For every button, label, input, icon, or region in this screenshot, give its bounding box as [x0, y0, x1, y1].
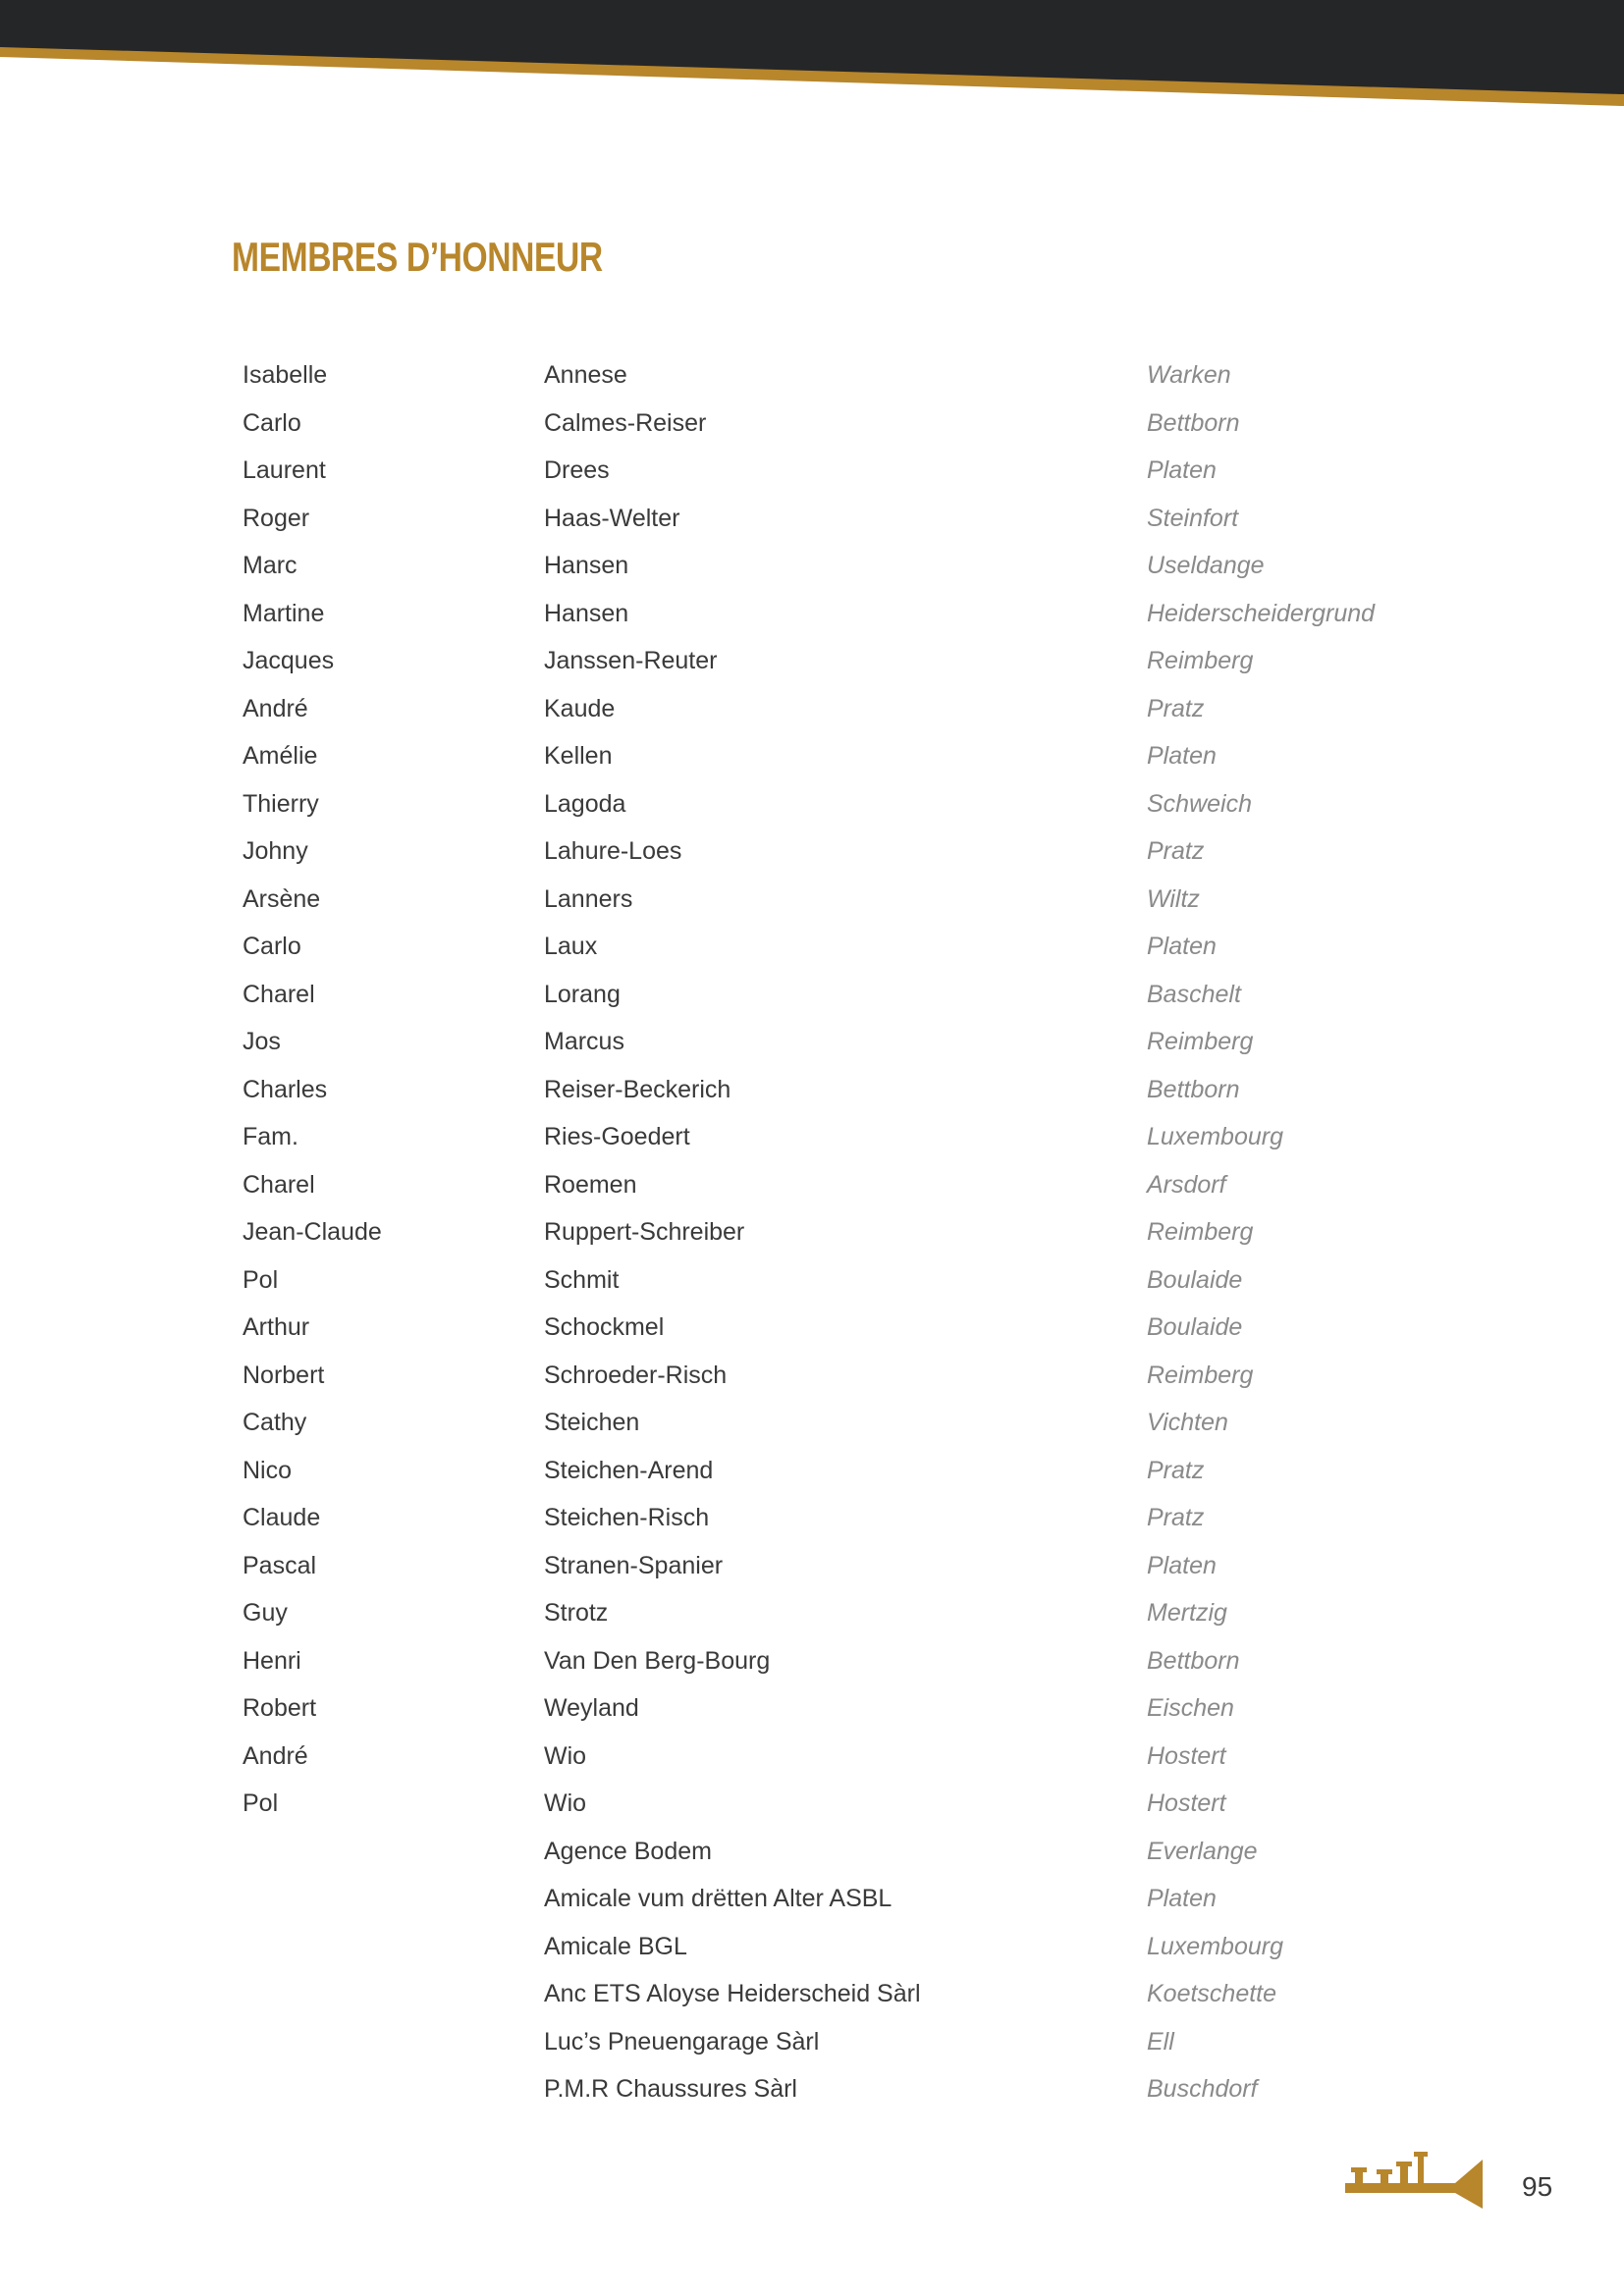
- member-last-name: Stranen-Spanier: [544, 1551, 724, 1579]
- member-last-name: Roemen: [544, 1170, 637, 1199]
- list-item: [0, 829, 1624, 878]
- member-first-name: Pascal: [243, 1551, 317, 1579]
- list-item: [0, 925, 1624, 973]
- member-last-name: Haas-Welter: [544, 504, 680, 532]
- member-last-name: Strotz: [544, 1599, 609, 1627]
- member-place: Koetschette: [1147, 1980, 1277, 2007]
- list-item: [0, 497, 1624, 545]
- list-item: [0, 1354, 1624, 1402]
- member-place: Reimberg: [1147, 1361, 1254, 1389]
- list-item: [0, 1210, 1624, 1258]
- list-item: [0, 1496, 1624, 1544]
- member-last-name: Janssen-Reuter: [544, 647, 718, 674]
- member-place: Buschdorf: [1147, 2075, 1258, 2103]
- member-place: Reimberg: [1147, 647, 1254, 674]
- member-last-name: Reiser-Beckerich: [544, 1075, 731, 1103]
- list-item: [0, 353, 1624, 401]
- list-item: [0, 401, 1624, 450]
- member-first-name: Jacques: [243, 647, 335, 674]
- honorary-members-list: [0, 353, 1624, 2115]
- member-first-name: Cathy: [243, 1409, 307, 1436]
- member-place: Useldange: [1147, 552, 1265, 579]
- member-last-name: Hansen: [544, 599, 629, 627]
- list-item: [0, 1972, 1624, 2020]
- list-item: [0, 734, 1624, 782]
- member-last-name: Laux: [544, 933, 598, 960]
- member-place: Boulaide: [1147, 1313, 1243, 1341]
- member-first-name: André: [243, 1741, 308, 1770]
- list-item: [0, 1020, 1624, 1068]
- member-last-name: Amicale vum drëtten Alter ASBL: [544, 1885, 893, 1912]
- member-last-name: Steichen: [544, 1409, 640, 1436]
- member-first-name: Roger: [243, 504, 310, 532]
- list-item: [0, 1639, 1624, 1687]
- member-first-name: Marc: [243, 552, 298, 579]
- member-place: Warken: [1147, 361, 1231, 389]
- member-last-name: Van Den Berg-Bourg: [544, 1646, 771, 1675]
- member-place: Platen: [1147, 933, 1217, 960]
- member-place: Bettborn: [1147, 1646, 1240, 1675]
- member-place: Eischen: [1147, 1694, 1234, 1722]
- member-last-name: Drees: [544, 456, 610, 484]
- member-last-name: Schmit: [544, 1265, 620, 1294]
- member-place: Pratz: [1147, 694, 1205, 722]
- list-item: [0, 1306, 1624, 1354]
- member-first-name: Johny: [243, 837, 308, 865]
- member-last-name: Ruppert-Schreiber: [544, 1218, 745, 1246]
- member-last-name: Steichen-Risch: [544, 1504, 710, 1531]
- member-place: Hostert: [1147, 1741, 1226, 1770]
- member-first-name: Jos: [243, 1028, 281, 1055]
- member-last-name: Steichen-Arend: [544, 1456, 714, 1484]
- page-number: 95: [1522, 2171, 1553, 2202]
- list-item: [0, 639, 1624, 687]
- list-item: [0, 1782, 1624, 1830]
- page-title: MEMBRES D’HONNEUR: [232, 234, 603, 280]
- member-first-name: Norbert: [243, 1361, 325, 1389]
- member-place: Luxembourg: [1147, 1123, 1283, 1150]
- member-place: Vichten: [1147, 1409, 1228, 1436]
- member-place: Everlange: [1147, 1837, 1258, 1865]
- list-item: [0, 1877, 1624, 1925]
- header-band: [0, 0, 1624, 118]
- list-item: [0, 973, 1624, 1021]
- member-last-name: Schroeder-Risch: [544, 1361, 728, 1389]
- member-first-name: Laurent: [243, 456, 326, 484]
- list-item: [0, 1449, 1624, 1497]
- member-place: Platen: [1147, 742, 1217, 770]
- member-place: Luxembourg: [1147, 1932, 1283, 1960]
- member-last-name: Ries-Goedert: [544, 1123, 690, 1150]
- member-first-name: Pol: [243, 1789, 279, 1817]
- member-first-name: Isabelle: [243, 361, 328, 389]
- member-place: Bettborn: [1147, 1075, 1240, 1103]
- member-last-name: Marcus: [544, 1028, 624, 1055]
- list-item: [0, 1686, 1624, 1735]
- list-item: [0, 1544, 1624, 1592]
- list-item: [0, 1068, 1624, 1116]
- member-place: Arsdorf: [1147, 1170, 1226, 1199]
- member-last-name: P.M.R Chaussures Sàrl: [544, 2075, 797, 2103]
- member-place: Schweich: [1147, 789, 1252, 818]
- member-last-name: Agence Bodem: [544, 1837, 712, 1865]
- brass-band-logo-icon: [1345, 2150, 1485, 2213]
- member-place: Ell: [1147, 2027, 1174, 2056]
- member-first-name: Carlo: [243, 408, 301, 437]
- list-item: [0, 2020, 1624, 2068]
- member-first-name: Arthur: [243, 1313, 310, 1341]
- member-first-name: Pol: [243, 1265, 279, 1294]
- member-first-name: Charel: [243, 980, 315, 1008]
- member-first-name: Guy: [243, 1599, 288, 1627]
- member-first-name: Martine: [243, 599, 325, 627]
- member-first-name: Robert: [243, 1694, 317, 1722]
- member-place: Platen: [1147, 456, 1217, 484]
- member-place: Mertzig: [1147, 1599, 1227, 1627]
- member-first-name: Jean-Claude: [243, 1218, 382, 1246]
- member-last-name: Annese: [544, 361, 627, 389]
- list-item: [0, 449, 1624, 497]
- member-first-name: Fam.: [243, 1123, 298, 1150]
- member-place: Pratz: [1147, 1456, 1205, 1484]
- member-last-name: Kaude: [544, 694, 616, 722]
- member-first-name: Henri: [243, 1646, 301, 1675]
- member-last-name: Hansen: [544, 552, 629, 579]
- member-place: Wiltz: [1147, 884, 1200, 913]
- member-place: Pratz: [1147, 1504, 1205, 1531]
- member-place: Platen: [1147, 1885, 1217, 1912]
- member-place: Platen: [1147, 1551, 1217, 1579]
- member-last-name: Lahure-Loes: [544, 837, 682, 865]
- list-item: [0, 2067, 1624, 2115]
- member-last-name: Amicale BGL: [544, 1932, 687, 1960]
- member-last-name: Calmes-Reiser: [544, 408, 707, 437]
- member-last-name: Anc ETS Aloyse Heiderscheid Sàrl: [544, 1980, 921, 2007]
- member-place: Boulaide: [1147, 1265, 1243, 1294]
- list-item: [0, 1258, 1624, 1307]
- list-item: [0, 1115, 1624, 1163]
- member-first-name: Claude: [243, 1504, 321, 1531]
- member-last-name: Kellen: [544, 742, 613, 770]
- list-item: [0, 1163, 1624, 1211]
- list-item: [0, 687, 1624, 735]
- member-first-name: Thierry: [243, 789, 319, 818]
- list-item: [0, 878, 1624, 926]
- list-item: [0, 1591, 1624, 1639]
- member-place: Reimberg: [1147, 1028, 1254, 1055]
- list-item: [0, 1830, 1624, 1878]
- member-place: Reimberg: [1147, 1218, 1254, 1246]
- member-last-name: Luc’s Pneuengarage Sàrl: [544, 2027, 820, 2056]
- member-first-name: Arsène: [243, 884, 321, 913]
- member-place: Pratz: [1147, 837, 1205, 865]
- member-first-name: Nico: [243, 1456, 293, 1484]
- list-item: [0, 1735, 1624, 1783]
- list-item: [0, 782, 1624, 830]
- member-place: Baschelt: [1147, 980, 1241, 1008]
- member-first-name: André: [243, 694, 308, 722]
- member-last-name: Lanners: [544, 884, 633, 913]
- member-first-name: Charel: [243, 1170, 315, 1199]
- member-place: Steinfort: [1147, 504, 1239, 532]
- member-first-name: Carlo: [243, 933, 301, 960]
- member-place: Hostert: [1147, 1789, 1226, 1817]
- list-item: [0, 1925, 1624, 1973]
- member-last-name: Weyland: [544, 1694, 639, 1722]
- list-item: [0, 592, 1624, 640]
- member-last-name: Wio: [544, 1789, 587, 1817]
- list-item: [0, 1401, 1624, 1449]
- member-first-name: Amélie: [243, 742, 318, 770]
- list-item: [0, 544, 1624, 592]
- member-first-name: Charles: [243, 1075, 328, 1103]
- member-last-name: Wio: [544, 1741, 587, 1770]
- member-last-name: Lorang: [544, 980, 621, 1008]
- member-last-name: Lagoda: [544, 789, 626, 818]
- member-place: Heiderscheidergrund: [1147, 599, 1376, 627]
- member-place: Bettborn: [1147, 408, 1240, 437]
- member-last-name: Schockmel: [544, 1313, 665, 1341]
